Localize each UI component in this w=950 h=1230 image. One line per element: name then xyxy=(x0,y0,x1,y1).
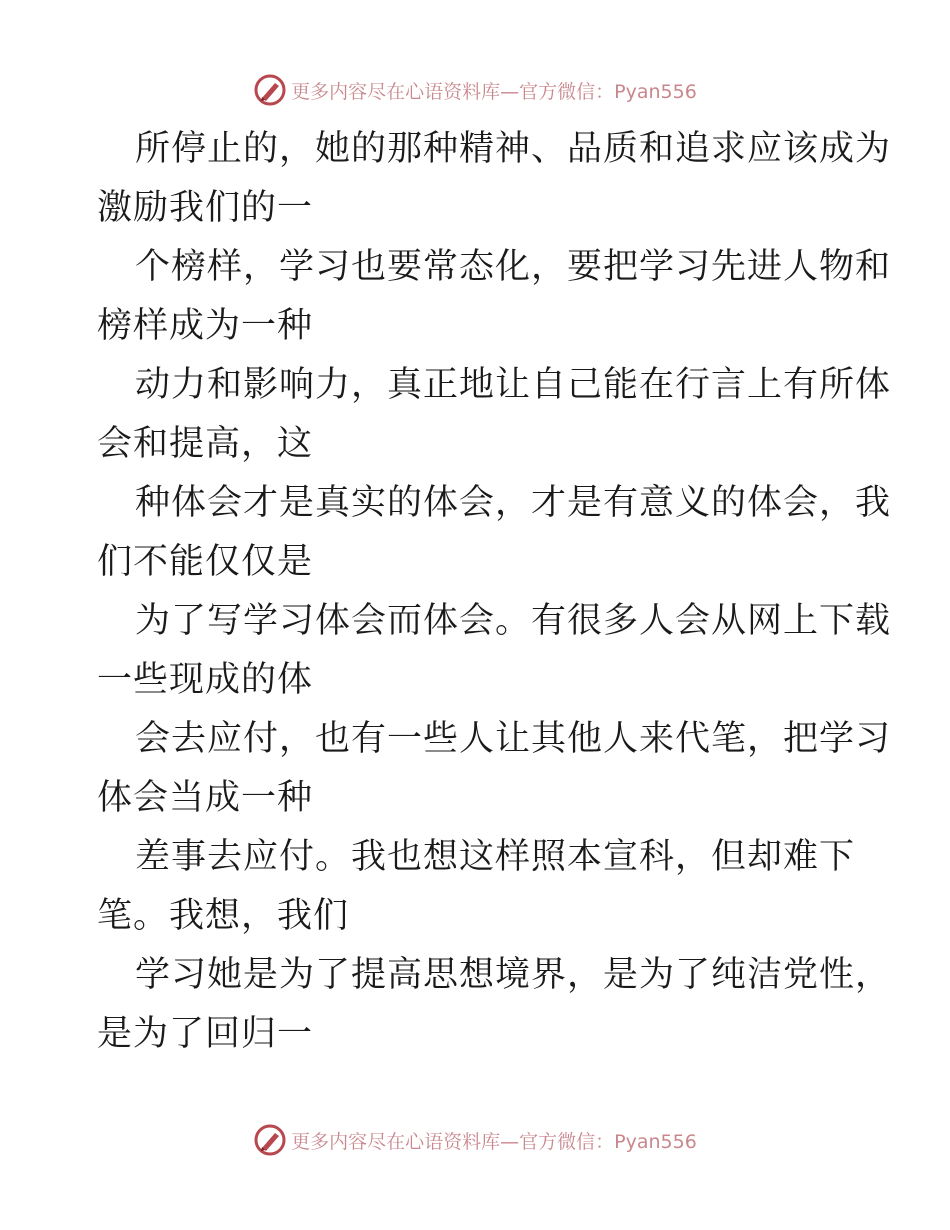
pen-logo-icon xyxy=(253,73,287,107)
paragraph-line: 榜样成为一种 xyxy=(97,306,314,346)
paragraph-line: 个榜样，学习也要常态化，要把学习先进人物和 xyxy=(135,247,892,287)
paragraph-line: 动力和影响力，真正地让自己能在行言上有所体 xyxy=(135,365,892,405)
paragraph-line: 会和提高，这 xyxy=(97,424,314,464)
header-watermark xyxy=(0,70,950,110)
paragraph-line: 笔。我想，我们 xyxy=(97,896,350,936)
paragraph-line: 一些现成的体 xyxy=(97,660,314,700)
paragraph-line: 们不能仅仅是 xyxy=(97,542,314,582)
document-body xyxy=(97,120,892,1064)
pen-logo-icon xyxy=(253,1123,287,1157)
paragraph-line: 体会当成一种 xyxy=(97,778,314,818)
paragraph-line: 为了写学习体会而体会。有很多人会从网上下载 xyxy=(135,601,892,641)
watermark-text: 更多内容尽在心语资料库—官方微信：Pyan556 xyxy=(291,1130,697,1153)
footer-watermark xyxy=(0,1120,950,1160)
paragraph-line: 激励我们的一 xyxy=(97,188,314,228)
paragraph-line: 种体会才是真实的体会，才是有意义的体会，我 xyxy=(135,483,892,523)
paragraph-line: 是为了回归一 xyxy=(97,1014,314,1054)
watermark-text: 更多内容尽在心语资料库—官方微信：Pyan556 xyxy=(291,80,697,103)
paragraph-line: 会去应付，也有一些人让其他人来代笔，把学习 xyxy=(135,719,892,759)
paragraph-line: 差事去应付。我也想这样照本宣科，但却难下 xyxy=(135,837,856,877)
paragraph-line: 所停止的，她的那种精神、品质和追求应该成为 xyxy=(135,129,892,169)
paragraph-line: 学习她是为了提高思想境界，是为了纯洁党性， xyxy=(135,955,892,995)
